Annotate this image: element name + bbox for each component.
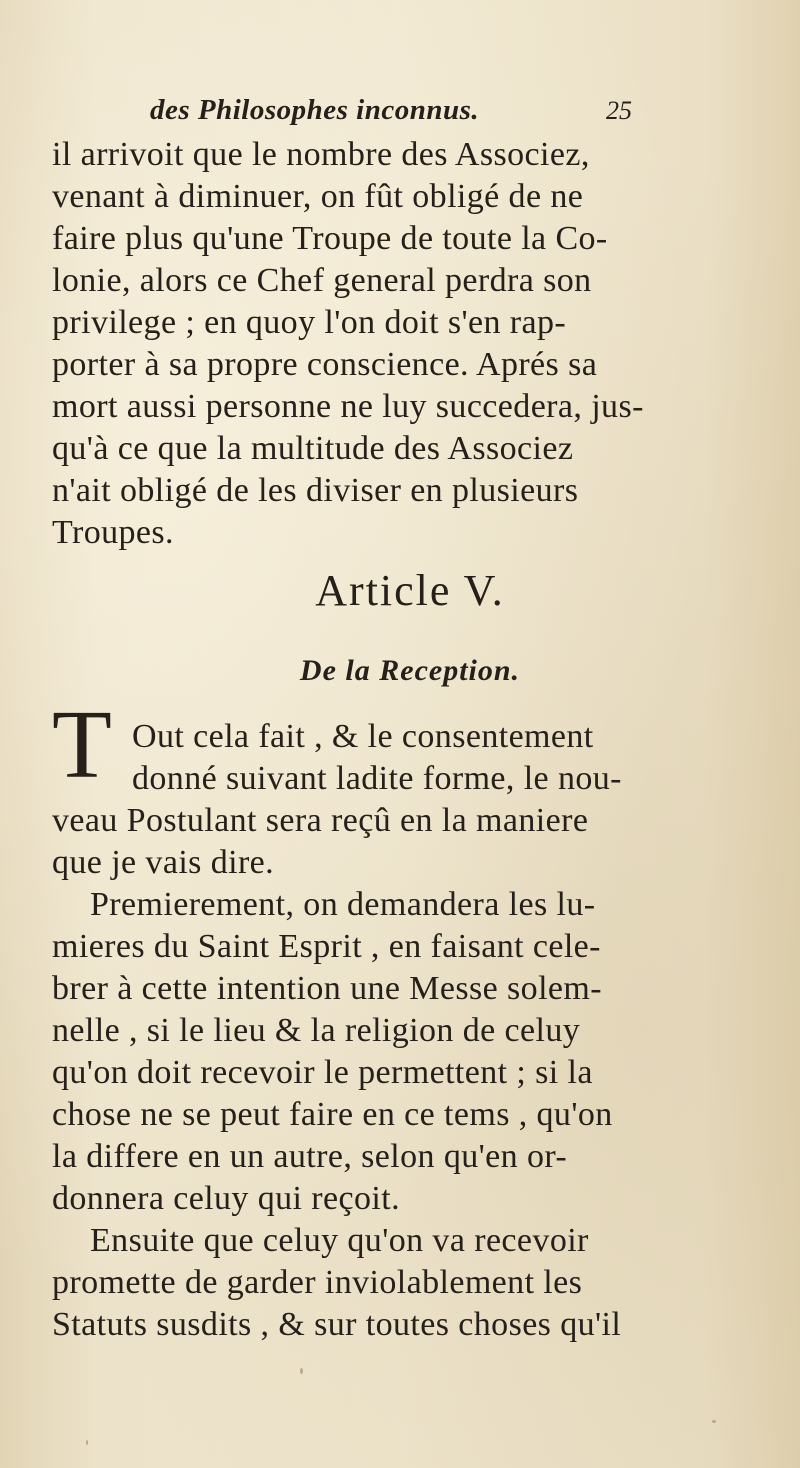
text-line: il arrivoit que le nombre des Associez, <box>52 136 590 173</box>
text-line: mieres du Saint Esprit , en faisant cele- <box>52 928 601 965</box>
drop-cap: T <box>52 691 112 799</box>
text-line: Premierement, on demandera les lu- <box>90 886 596 923</box>
section-heading: De la Reception. <box>299 654 521 687</box>
paper-speck <box>300 1368 303 1374</box>
text-line: qu'on doit recevoir le permettent ; si la <box>52 1054 593 1091</box>
text-line: donnera celuy qui reçoit. <box>52 1180 400 1217</box>
paper-speck <box>86 1440 88 1445</box>
text-line: brer à cette intention une Messe solem- <box>52 970 602 1007</box>
text-line: veau Postulant sera reçû en la maniere <box>52 802 589 839</box>
text-line: privilege ; en quoy l'on doit s'en rap- <box>52 304 567 341</box>
article-heading: Article V. <box>315 566 505 615</box>
text-line: lonie, alors ce Chef general perdra son <box>52 262 592 299</box>
page-header <box>0 94 800 134</box>
text-line: Statuts susdits , & sur toutes choses qu'il <box>52 1306 622 1343</box>
text-line: Out cela fait , & le consentement <box>132 718 594 755</box>
text-line: Troupes. <box>52 514 174 551</box>
text-line: donné suivant ladite forme, le nou- <box>132 760 622 797</box>
running-title: des Philosophes inconnus. <box>150 94 480 126</box>
text-line: venant à diminuer, on fût obligé de ne <box>52 178 584 215</box>
text-line: porter à sa propre conscience. Aprés sa <box>52 346 598 383</box>
text-line: chose ne se peut faire en ce tems , qu'on <box>52 1096 613 1133</box>
text-line: promette de garder inviolablement les <box>52 1264 583 1301</box>
page-number: 25 <box>606 96 632 125</box>
text-line: nelle , si le lieu & la religion de celuy <box>52 1012 581 1049</box>
text-line: faire plus qu'une Troupe de toute la Co- <box>52 220 608 257</box>
text-line: Ensuite que celuy qu'on va recevoir <box>90 1222 589 1259</box>
text-line: que je vais dire. <box>52 844 275 881</box>
paper-speck <box>712 1420 716 1423</box>
text-line: qu'à ce que la multitude des Associez <box>52 430 574 467</box>
text-line: la differe en un autre, selon qu'en or- <box>52 1138 568 1175</box>
text-line: n'ait obligé de les diviser en plusieurs <box>52 472 579 509</box>
text-line: mort aussi personne ne luy succedera, jus- <box>52 388 644 425</box>
